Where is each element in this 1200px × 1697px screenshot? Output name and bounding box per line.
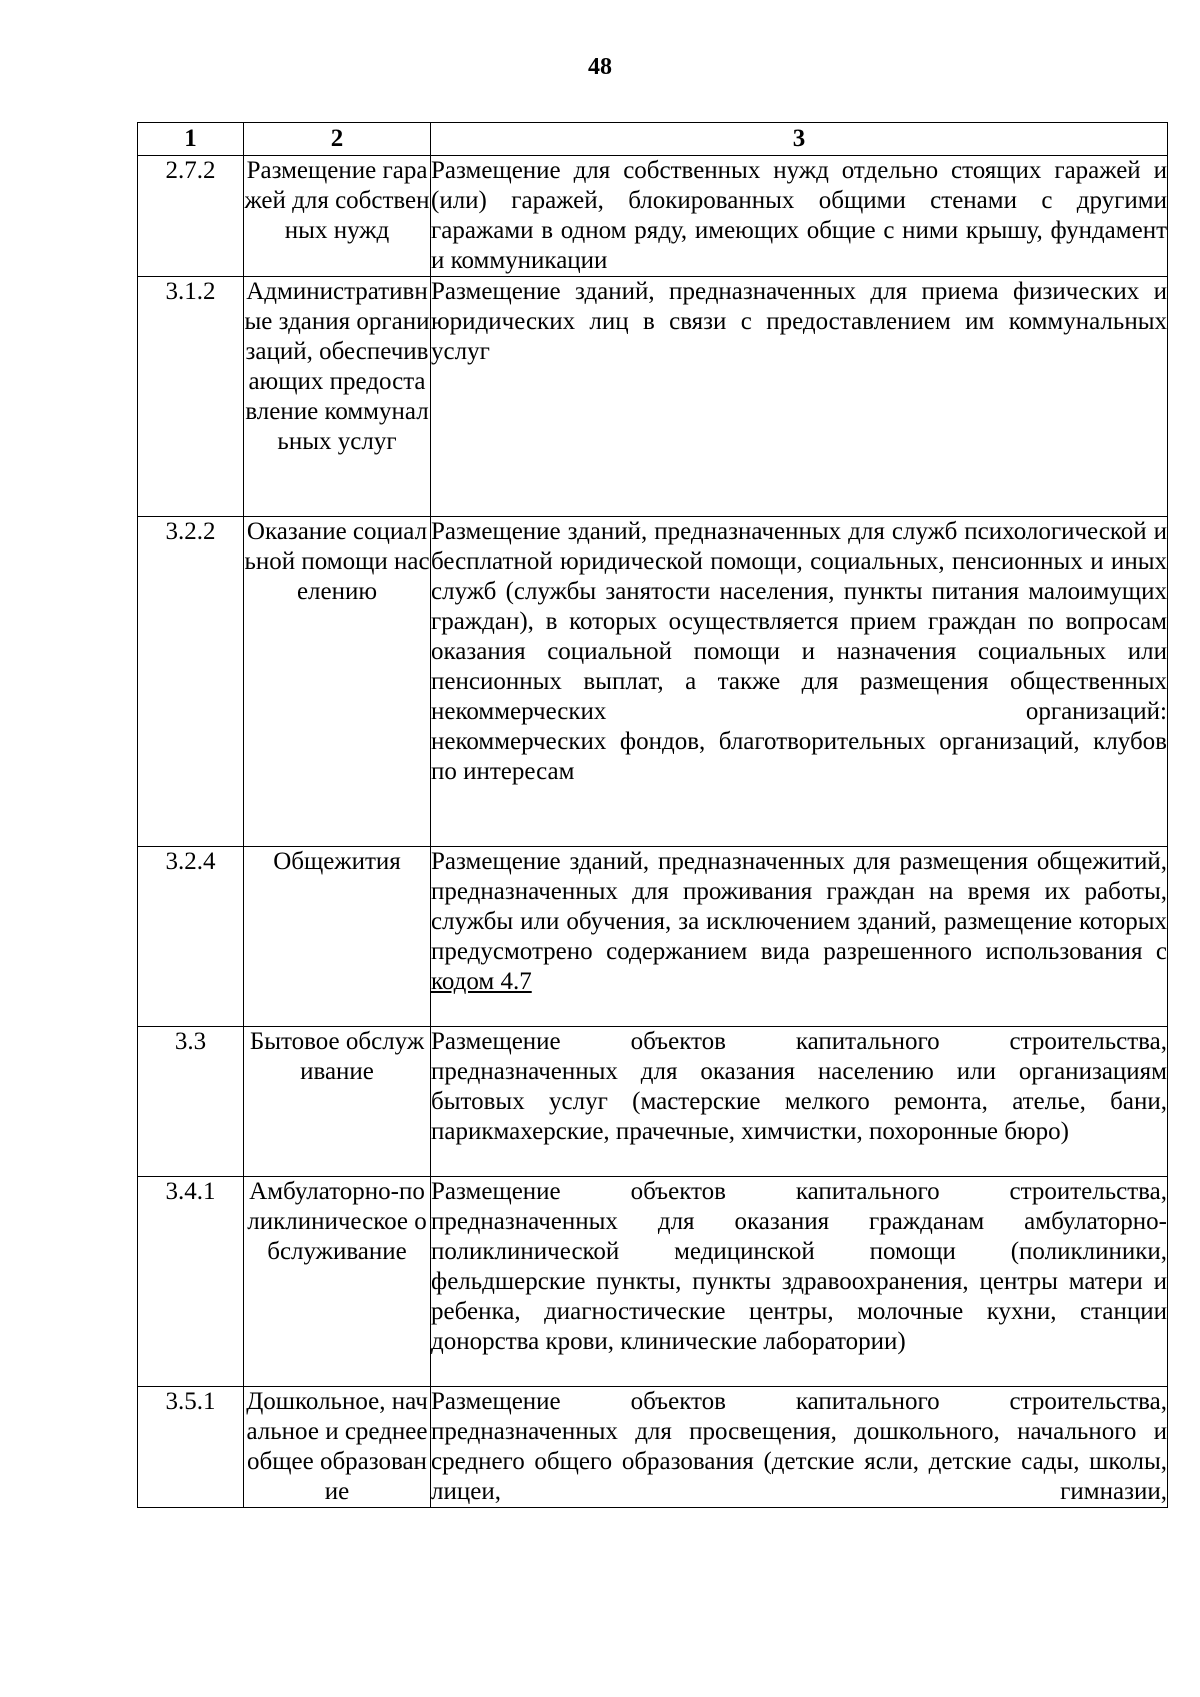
row-code: 2.7.2	[138, 156, 244, 277]
header-cell-2: 2	[244, 123, 431, 156]
row-name: Административные здания организаций, обеспечивающих предоставление коммунальных услуг	[244, 277, 431, 517]
table-row	[138, 277, 1168, 517]
page-number: 48	[588, 54, 612, 80]
row-code: 3.5.1	[138, 1387, 244, 1508]
table-row	[138, 1177, 1168, 1387]
row-name: Амбулаторно-поликлиническое обслуживание	[244, 1177, 431, 1387]
row-code: 3.4.1	[138, 1177, 244, 1387]
table-row	[138, 847, 1168, 1027]
table-row	[138, 1027, 1168, 1177]
land-use-table	[137, 122, 1168, 1508]
row-code: 3.3	[138, 1027, 244, 1177]
row-description: Размещение для собственных нужд отдельно стоящих гаражей и (или) гаражей, блокированных общими стенами с другими гаражами в одном ряду, имеющих общие с ними крышу, фундамент и коммуникации	[431, 156, 1168, 277]
row-description-cell	[431, 847, 1168, 1027]
row-name: Дошкольное, начальное и среднее общее образование	[244, 1387, 431, 1508]
row-code: 3.1.2	[138, 277, 244, 517]
row-description: Размещение зданий, предназначенных для служб психологической и бесплатной юридической помощи, социальных, пенсионных и иных служб (службы занятости населения, пункты питания малоимущих граждан), в которых осуществляется прием граждан по вопросам оказания социальной помощи и назначения социальных или пенсионных выплат, а также для размещения общественных некоммерческих организаций:	[431, 518, 1167, 725]
row-name: Общежития	[244, 847, 431, 1027]
row-description: Размещение зданий, предназначенных для приема физических и юридических лиц в связи с предоставлением им коммунальных услуг	[431, 277, 1168, 517]
row-name: Размещение гаражей для собственных нужд	[244, 156, 431, 277]
row-description: Размещение объектов капитального строительства, предназначенных для оказания населению или организациям бытовых услуг (мастерские мелкого ремонта, ателье, бани, парикмахерские, прачечные, химчистки, похоронные бюро)	[431, 1027, 1168, 1177]
row-description: Размещение объектов капитального строительства, предназначенных для оказания гражданам амбулаторно-поликлинической медицинской помощи (поликлиники, фельдшерские пункты, пункты здравоохранения, центры матери и ребенка, диагностические центры, молочные кухни, станции донорства крови, клинические лаборатории)	[431, 1177, 1168, 1387]
row-description-cell	[431, 517, 1168, 847]
row-code: 3.2.4	[138, 847, 244, 1027]
row-name: Оказание социальной помощи населению	[244, 517, 431, 847]
table-row	[138, 156, 1168, 277]
header-cell-3: 3	[431, 123, 1168, 156]
table-row	[138, 1387, 1168, 1508]
code-reference-link[interactable]: кодом 4.7	[431, 968, 532, 995]
row-name: Бытовое обслуживание	[244, 1027, 431, 1177]
row-code: 3.2.2	[138, 517, 244, 847]
table-header-row	[138, 123, 1168, 156]
row-description: Размещение объектов капитального строительства, предназначенных для просвещения, дошкольного, начального и среднего общего образования (детские ясли, детские сады, школы, лицеи, гимназии,	[431, 1387, 1168, 1508]
row-description: Размещение зданий, предназначенных для размещения общежитий, предназначенных для проживания граждан на время их работы, службы или обучения, за исключением зданий, размещение которых предусмотрено содержанием вида разрешенного использования с	[431, 848, 1167, 965]
row-description-extra: некоммерческих фондов, благотворительных организаций, клубов по интересам	[431, 728, 1167, 785]
table-row	[138, 517, 1168, 847]
header-cell-1: 1	[138, 123, 244, 156]
